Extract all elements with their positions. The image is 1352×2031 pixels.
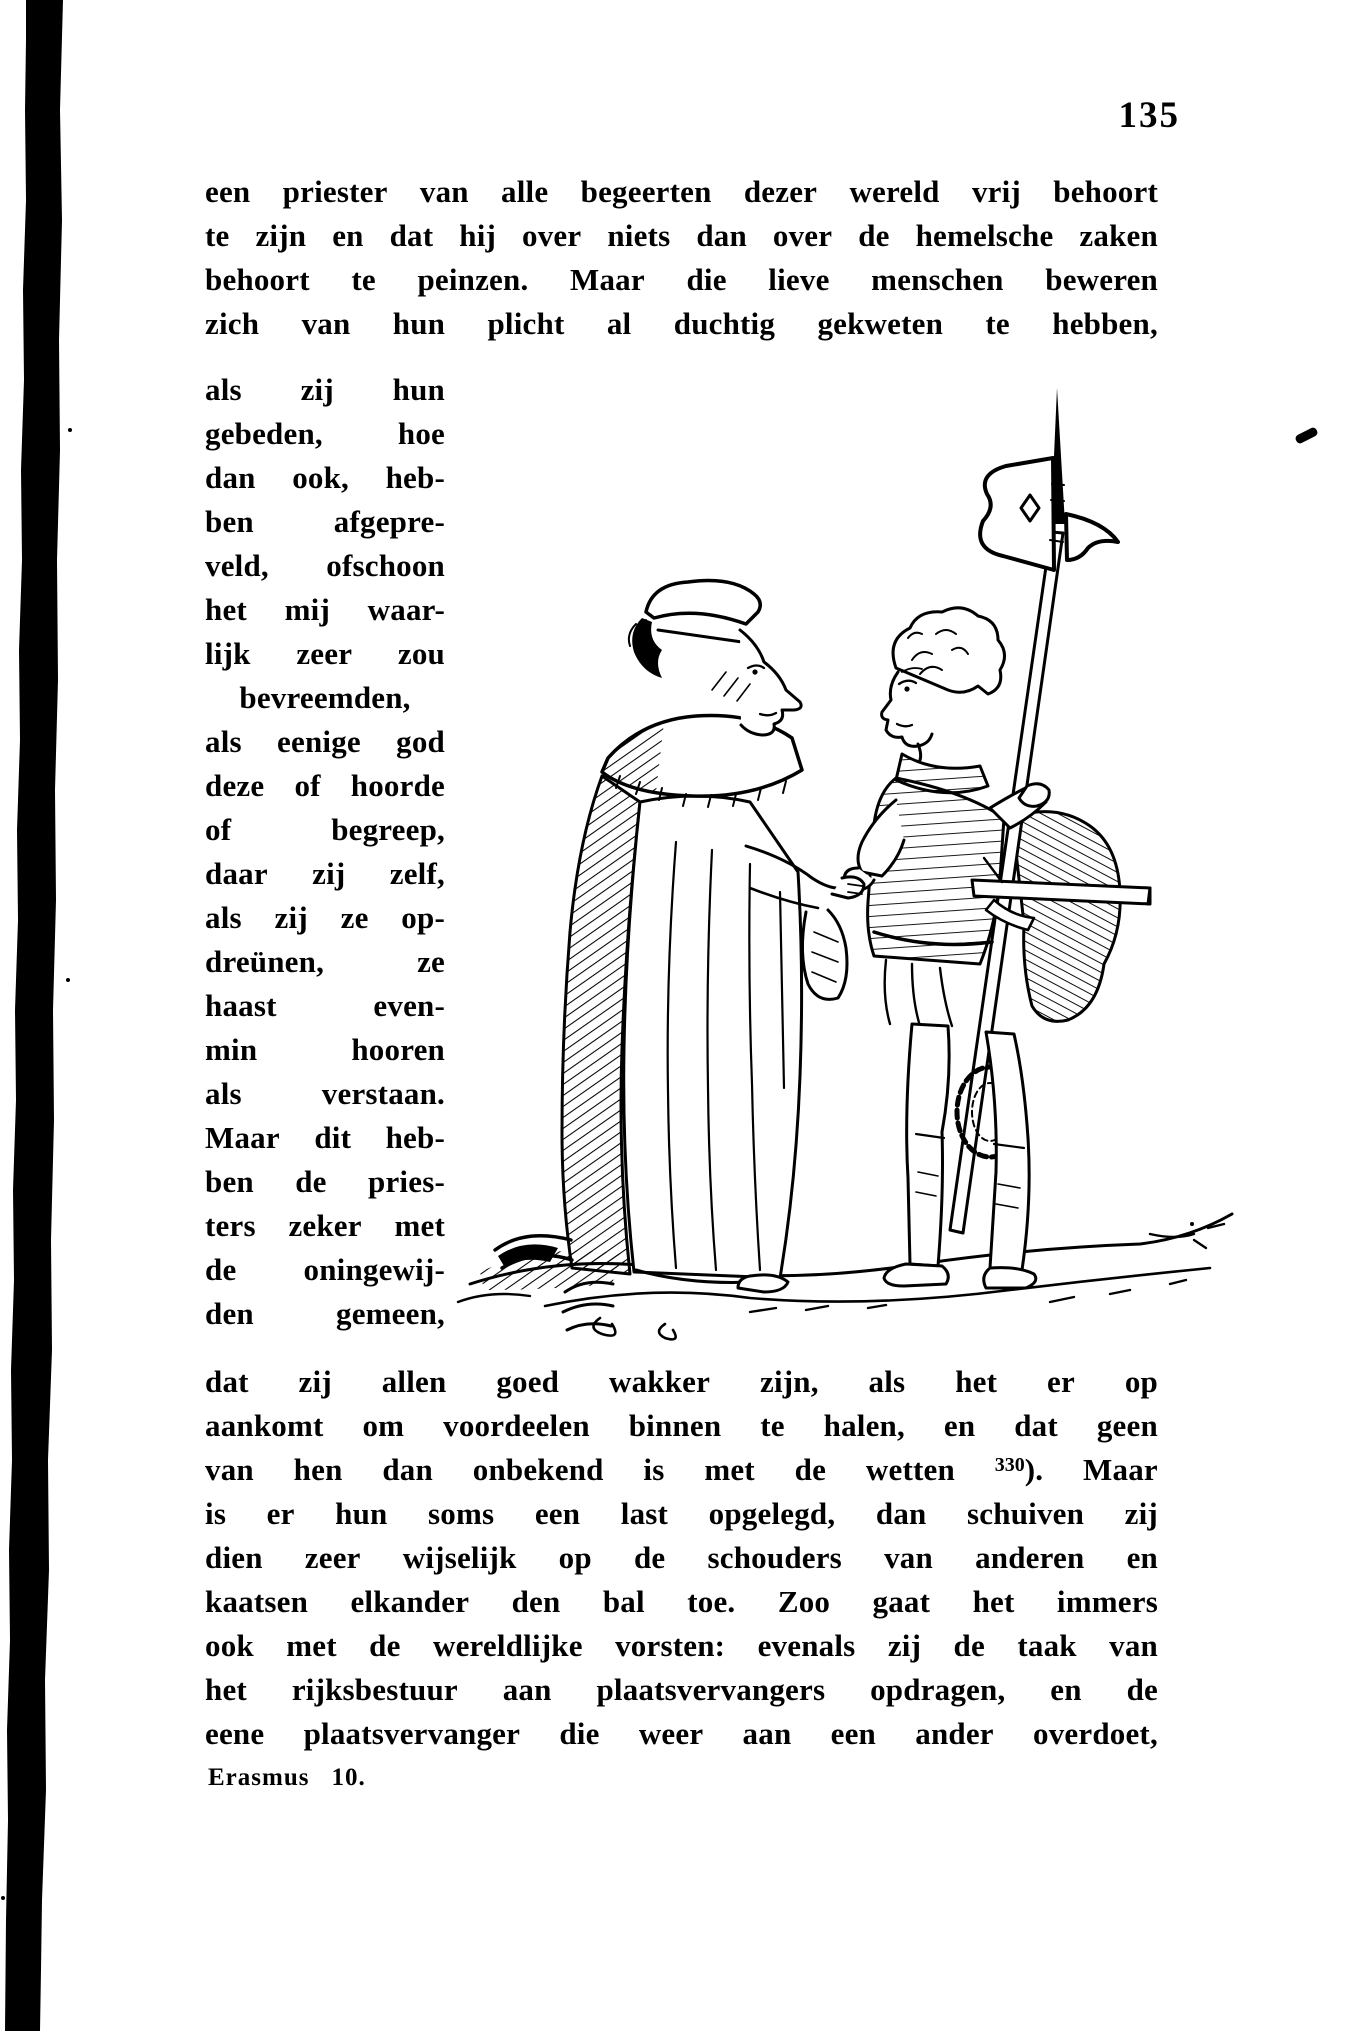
text-line: dreünen, ze <box>205 944 445 979</box>
text-line: is er hun soms een last opgelegd, dan schuiven zij <box>205 1496 1158 1531</box>
text-line: zich van hun plicht al duchtig gekweten te hebben, <box>205 306 1158 341</box>
text-line: veld, ofschoon <box>205 548 445 583</box>
text-line: deze of hoorde <box>205 768 445 803</box>
text-line: het rijksbestuur aan plaatsvervangers opdragen, en de <box>205 1672 1158 1707</box>
text-line: daar zij zelf, <box>205 856 445 891</box>
ink-speck <box>1294 426 1319 444</box>
text-line: een priester van alle begeerten dezer wereld vrij behoort <box>205 174 1158 209</box>
text-line: als zij hun <box>205 372 445 407</box>
page-number: 135 <box>1118 95 1180 136</box>
text-line: haast even- <box>205 988 445 1023</box>
text-line: kaatsen elkander den bal toe. Zoo gaat het immers <box>205 1584 1158 1619</box>
priest-figure <box>562 581 847 1293</box>
text-line: ters zeker met <box>205 1208 445 1243</box>
text-line: dien zeer wijselijk op de schouders van anderen en <box>205 1540 1158 1575</box>
soldier-figure <box>844 608 1046 1288</box>
text-line: lijk zeer zou <box>205 636 445 671</box>
binding-shadow <box>0 0 80 2031</box>
text-line: den gemeen, <box>205 1296 445 1331</box>
halberd-hook <box>1066 514 1118 560</box>
text-line: van hen dan onbekend is met de wetten $^{330}$). Maar <box>205 1452 1158 1487</box>
text-line: aankomt om voordeelen binnen te halen, en dat geen <box>205 1408 1158 1443</box>
text-line: Maar dit heb- <box>205 1120 445 1155</box>
text-line: bevreemden, <box>239 680 411 715</box>
halberd-blade <box>980 458 1054 570</box>
text-line: ben afgepre- <box>205 504 445 539</box>
text-line: te zijn en dat hij over niets dan over de hemelsche zaken <box>205 218 1158 253</box>
signature-mark <box>208 1764 366 1792</box>
signature-name: Erasmus <box>208 1764 310 1791</box>
woodcut-illustration <box>450 372 1240 1342</box>
paragraph-bottom <box>205 1360 1158 1756</box>
text-line: de oningewij- <box>205 1252 445 1287</box>
text-line: het mij waar- <box>205 592 445 627</box>
paragraph-left-column <box>205 368 445 1336</box>
text-line: als zij ze op- <box>205 900 445 935</box>
text-line: dan ook, heb- <box>205 460 445 495</box>
text-line: als eenige god <box>205 724 445 759</box>
text-line: of begreep, <box>205 812 445 847</box>
paragraph-top <box>205 170 1158 346</box>
text-line: ook met de wereldlijke vorsten: evenals zij de taak van <box>205 1628 1158 1663</box>
text-line: ben de pries- <box>205 1164 445 1199</box>
signature-number: 10. <box>331 1764 366 1791</box>
text-line: gebeden, hoe <box>205 416 445 451</box>
text-line: behoort te peinzen. Maar die lieve menschen beweren <box>205 262 1158 297</box>
text-line: dat zij allen goed wakker zijn, als het er op <box>205 1364 1158 1399</box>
text-line: eene plaatsvervanger die weer aan een ander overdoet, <box>205 1716 1158 1751</box>
text-line: min hooren <box>205 1032 445 1067</box>
text-line: als verstaan. <box>205 1076 445 1111</box>
